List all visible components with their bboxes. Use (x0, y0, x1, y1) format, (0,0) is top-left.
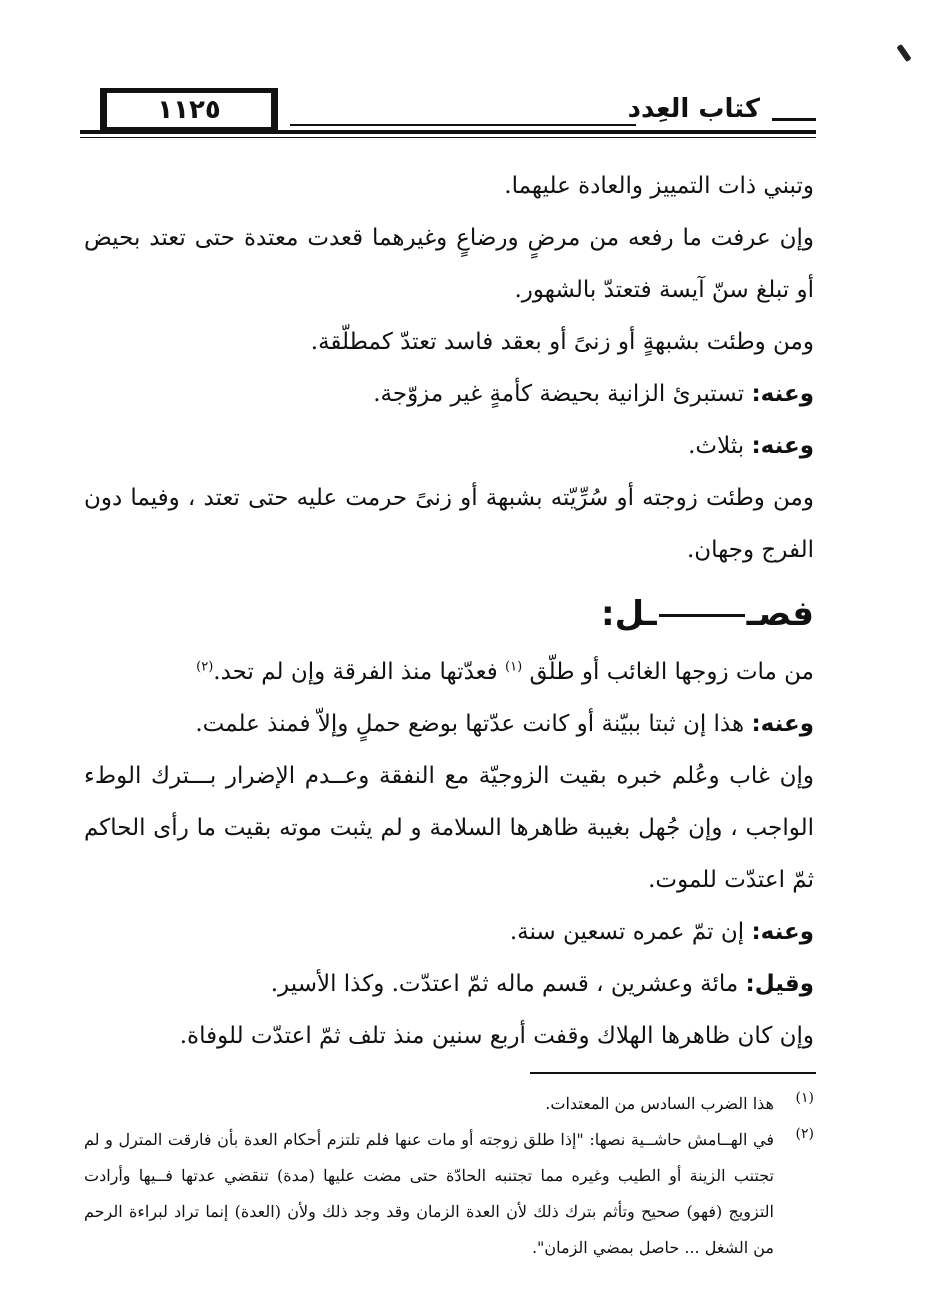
title-dash (772, 118, 816, 121)
footnote (84, 1122, 814, 1266)
paragraph-text: إن تمّ عمره تسعين سنة. (509, 919, 745, 945)
paragraph-text: وإن غاب وعُلم خبره بقيت الزوجيّة مع النفقة وعــدم الإضرار بـــترك الوطء الواجب ، وإن جُهل بغيبة ظاهرها السلامة و لم يثبت موته بقيت ما رأى الحاكم ثمّ اعتدّت للموت. (84, 763, 814, 893)
main-text (84, 160, 814, 1062)
paragraph (84, 750, 814, 906)
footnote (84, 1086, 814, 1122)
header-rule-thin (80, 137, 816, 138)
paragraph-text: وإن كان ظاهرها الهلاك وقفت أربع سنين منذ تلف ثمّ اعتدّت للوفاة. (179, 1023, 814, 1049)
paragraph-text: بثلاث. (688, 433, 745, 459)
paragraph (84, 212, 814, 316)
paragraph-text: ومن وطئت زوجته أو سُرِّيّته بشبهة أو زنىً حرمت عليه حتى تعتد ، وفيما دون الفرج وجهان. (84, 485, 814, 563)
paragraph-label: وعنه: (751, 381, 814, 407)
section-heading-end: ـل: (601, 594, 657, 634)
paragraph (84, 160, 814, 212)
paragraph-text: هذا إن ثبتا ببيّنة أو كانت عدّتها بوضع حملٍ وإلاّ فمنذ علمت. (195, 711, 745, 737)
footnote-mark: (١) (795, 1090, 814, 1106)
footnote-separator (530, 1072, 816, 1074)
paragraph (84, 1010, 814, 1062)
paragraph (84, 420, 814, 472)
paragraph (84, 958, 814, 1010)
paragraph-text: فعدّتها منذ الفرقة وإن لم تحد. (213, 659, 498, 685)
footnote-text: هذا الضرب السادس من المعتدات. (545, 1094, 774, 1113)
footnote-text: في الهــامش حاشــية نصها: "إذا طلق زوجته أو مات عنها فلم تلتزم أحكام العدة بأن فارقت المترل و لم تجتنب الزينة أو الطيب وغيره مما تجتنبه الحادّة حتى مضت عليها (مدة) تنقضي عدتها فــيها وأرادت التزويج (فهو) صحيح وتأثم بترك ذلك لأن العدة الزمان وقد وجد ذلك ولأن (العدة) إنما تراد لبراءة الرحم من الشغل ... حاصل بمضي الزمان". (84, 1130, 774, 1257)
paragraph-label: وعنه: (751, 711, 814, 737)
paragraph-label: وعنه: (751, 433, 814, 459)
title-underline (290, 124, 636, 126)
page-header (80, 82, 816, 142)
paragraph-text: تستبرئ الزانية بحيضة كأمةٍ غير مزوّجة. (373, 381, 745, 407)
footnotes (84, 1086, 814, 1266)
paragraph (84, 316, 814, 368)
heading-kashida (659, 614, 745, 617)
running-title: كتاب العِدد (622, 94, 766, 124)
paragraph-label: وعنه: (751, 919, 814, 945)
paragraph-text: مائة وعشرين ، قسم ماله ثمّ اعتدّت. وكذا الأسير. (270, 971, 739, 997)
scan-speck (896, 44, 911, 62)
paragraph-text: وتبني ذات التمييز والعادة عليهما. (504, 173, 814, 199)
paragraph-label: وقيل: (745, 971, 814, 997)
paragraph (84, 698, 814, 750)
page-number: ١١٢٥ (100, 88, 278, 132)
paragraph (84, 646, 814, 698)
section-heading (84, 582, 814, 646)
footnote-ref[interactable]: (٢) (196, 659, 214, 675)
paragraph-text: وإن عرفت ما رفعه من مرضٍ ورضاعٍ وغيرهما قعدت معتدة حتى تعتد بحيض أو تبلغ سنّ آيسة فتعتدّ بالشهور. (84, 225, 814, 303)
paragraph-text: ومن وطئت بشبهةٍ أو زنىً أو بعقد فاسد تعتدّ كمطلّقة. (310, 329, 814, 355)
paragraph (84, 906, 814, 958)
footnote-mark: (٢) (795, 1126, 814, 1142)
footnote-ref[interactable]: (١) (505, 659, 523, 675)
paragraph (84, 472, 814, 576)
paragraph (84, 368, 814, 420)
section-heading-start: فصـ (746, 594, 814, 634)
paragraph-text: من مات زوجها الغائب أو طلّق (529, 659, 814, 685)
